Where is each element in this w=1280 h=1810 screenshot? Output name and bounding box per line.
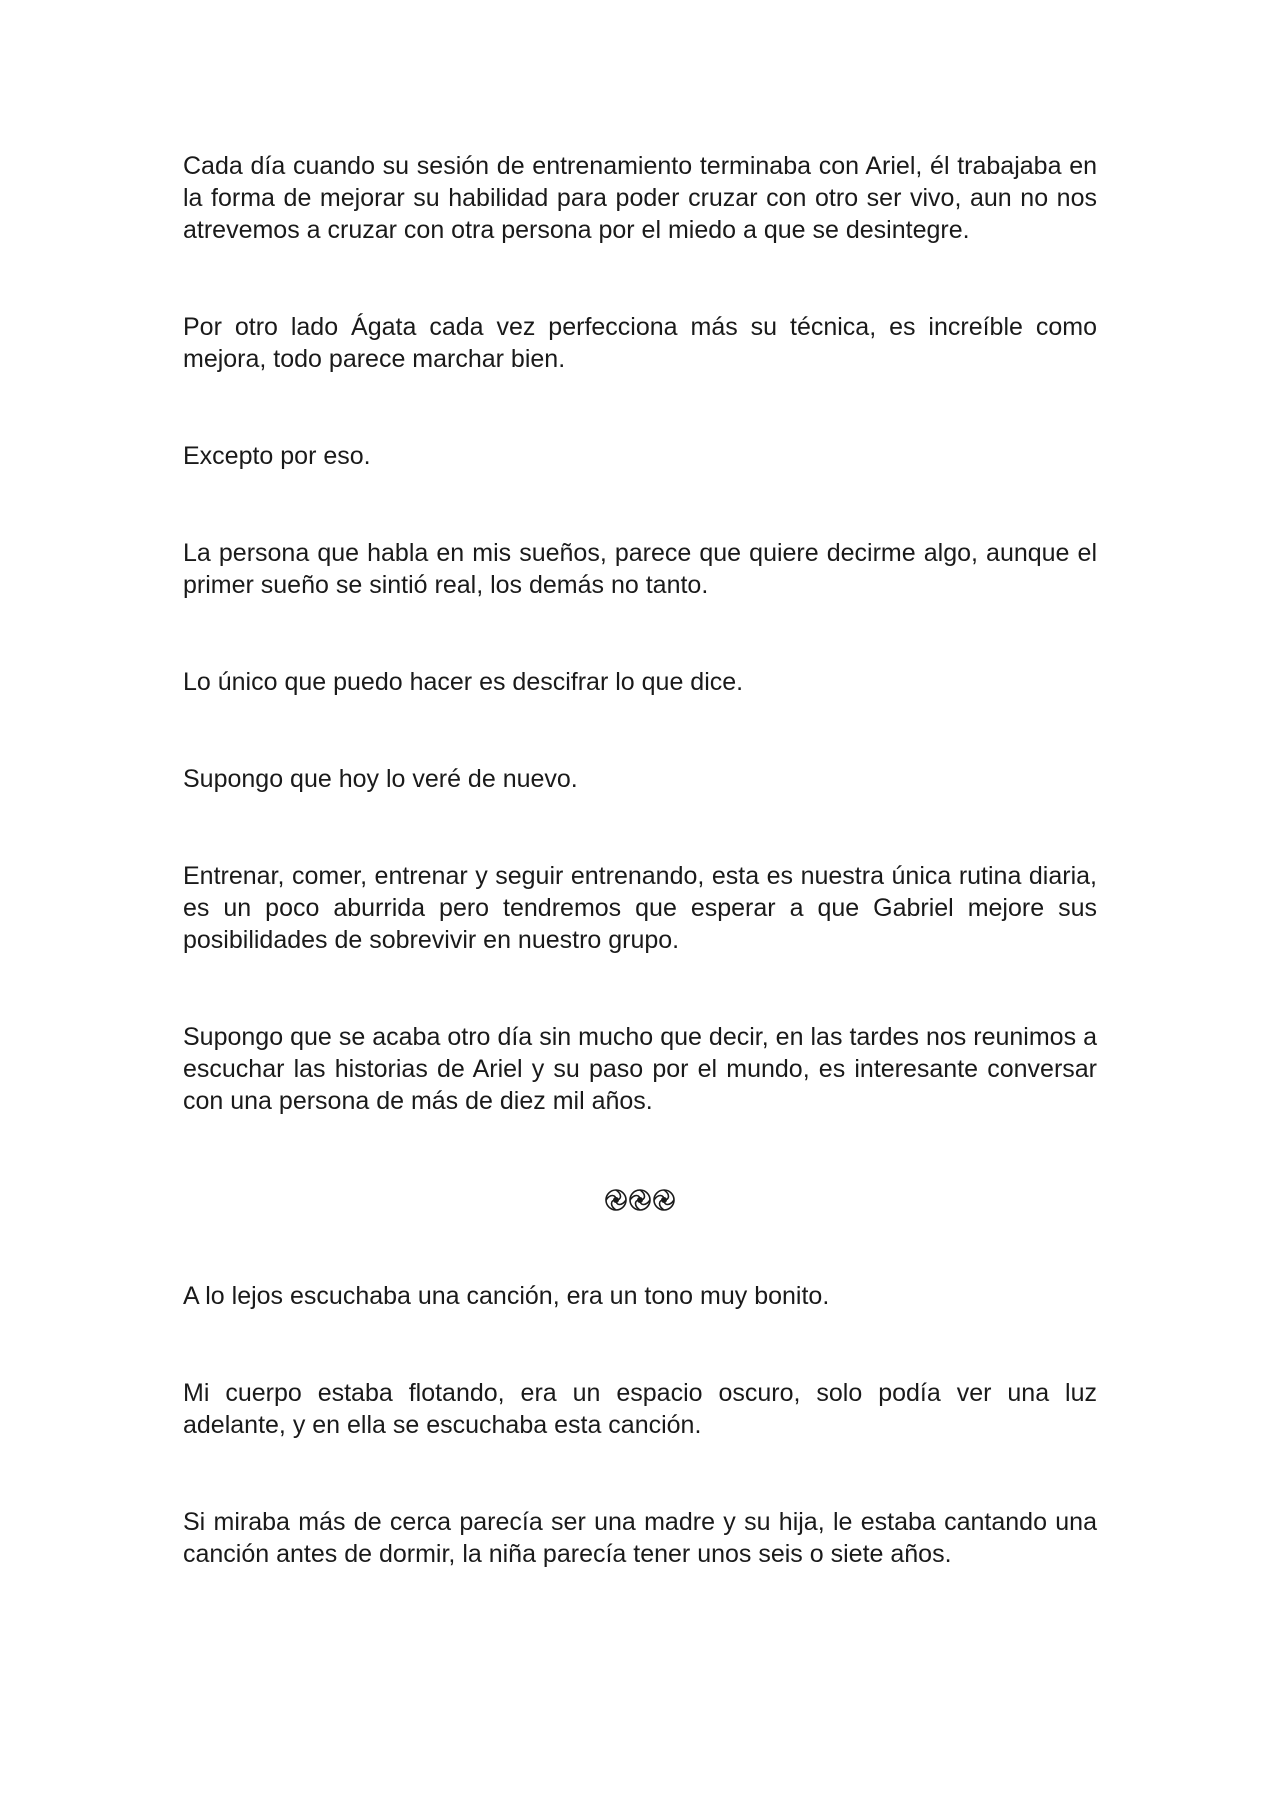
paragraph: Excepto por eso. [183, 442, 371, 470]
paragraph: Entrenar, comer, entrenar y seguir entrenando, esta es nuestra única rutina diaria, es un poco aburrida pero tendremos que esperar a que Gabriel mejore sus posibilidades de sobrevivir en nuestro grupo. [183, 862, 1097, 954]
text-column [183, 150, 1097, 1570]
paragraph: Supongo que hoy lo veré de nuevo. [183, 765, 578, 793]
paragraph: Si miraba más de cerca parecía ser una madre y su hija, le estaba cantando una canción antes de dormir, la niña parecía tener unos seis o siete años. [183, 1508, 1097, 1568]
paragraph: Mi cuerpo estaba flotando, era un espacio oscuro, solo podía ver una luz adelante, y en ella se escuchaba esta canción. [183, 1379, 1097, 1439]
swirl-ornament-icon [604, 1186, 676, 1214]
paragraph: Por otro lado Ágata cada vez perfecciona más su técnica, es increíble como mejora, todo parece marchar bien. [183, 313, 1097, 373]
paragraph: La persona que habla en mis sueños, parece que quiere decirme algo, aunque el primer sueño se sintió real, los demás no tanto. [183, 539, 1097, 599]
paragraph: A lo lejos escuchaba una canción, era un tono muy bonito. [183, 1282, 830, 1310]
paragraph: Supongo que se acaba otro día sin mucho que decir, en las tardes nos reunimos a escuchar las historias de Ariel y su paso por el mundo, es interesante conversar con una persona de más de diez mil años. [183, 1023, 1097, 1115]
paragraph: Lo único que puedo hacer es descifrar lo que dice. [183, 668, 744, 696]
paragraph: Cada día cuando su sesión de entrenamiento terminaba con Ariel, él trabajaba en la forma de mejorar su habilidad para poder cruzar con otro ser vivo, aun no nos atrevemos a cruzar con otra persona por el miedo a que se desintegre. [183, 152, 1097, 244]
section-divider [183, 1182, 1097, 1216]
